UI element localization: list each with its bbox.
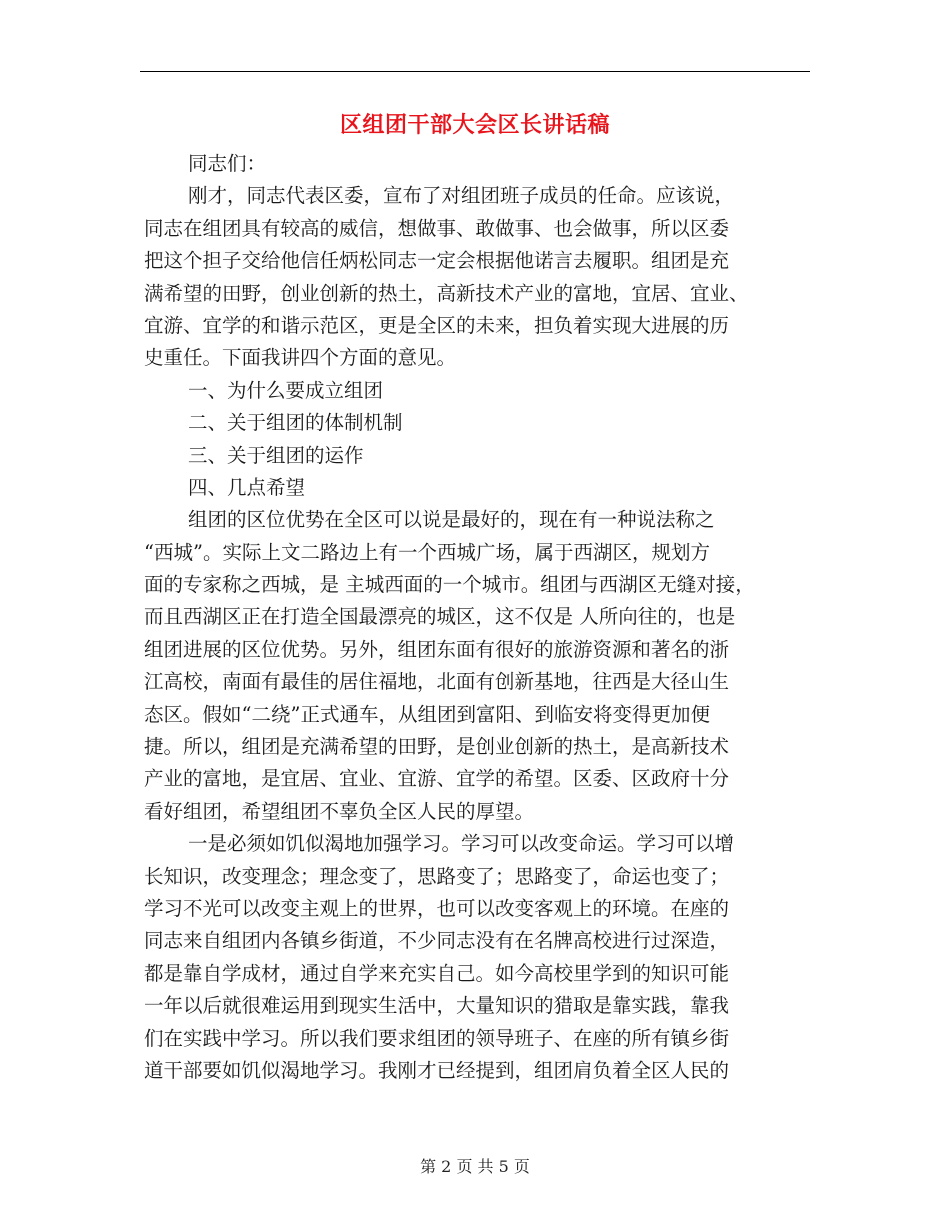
document-title: 区组团干部大会区长讲话稿 [339,112,610,138]
text-line: 同志们： [188,152,267,175]
text-line: 一是必须如饥似渴地加强学习。学习可以改变命运。学习可以增 [188,832,735,856]
text-line: 看好组团，希望组团不辜负全区人民的厚望。 [144,799,535,823]
text-line: 四、几点希望 [188,475,306,499]
text-line: 都是靠自学成材，通过自学来充实自己。如今高校里学到的知识可能 [144,961,730,985]
text-line: 产业的富地，是宜居、宜业、宜游、宜学的希望。区委、区政府十分 [144,767,730,791]
page-footer: 第 2 页 共 5 页 [420,1157,530,1176]
text-line: 满希望的田野，创业创新的热土，高新技术产业的富地，宜居、宜业、 [144,281,749,305]
text-line: 们在实践中学习。所以我们要求组团的领导班子、在座的所有镇乡街 [144,1026,730,1050]
document-body [144,148,816,1087]
text-line: 一年以后就很难运用到现实生活中，大量知识的猎取是靠实践，靠我 [144,994,730,1018]
text-line: 把这个担子交给他信任炳松同志一定会根据他诺言去履职。组团是充 [144,249,730,273]
text-line: 长知识，改变理念；理念变了，思路变了；思路变了，命运也变了； [144,864,730,888]
text-line: 江高校，南面有最佳的居住福地，北面有创新基地，往西是大径山生 [144,670,730,694]
text-line: 宜游、宜学的和谐示范区，更是全区的未来，担负着实现大进展的历 [144,313,730,337]
text-line: 二、关于组团的体制机制 [188,411,403,435]
text-line: 道干部要如饥似渴地学习。我刚才已经提到，组团肩负着全区人民的 [144,1058,730,1082]
text-line: 组团进展的区位优势。另外，组团东面有很好的旅游资源和著名的浙 [144,637,730,661]
text-line: 三、关于组团的运作 [188,443,364,467]
text-line: 一、为什么要成立组团 [188,378,384,402]
text-line: 面的专家称之西城，是 主城西面的一个城市。组团与西湖区无缝对接， [144,573,755,597]
text-line: 史重任。下面我讲四个方面的意见。 [144,346,457,370]
text-line: 态区。假如“二绕”正式通车，从组团到富阳、到临安将变得更加便 [144,702,710,726]
text-line: 同志在组团具有较高的威信，想做事、敢做事、也会做事，所以区委 [144,216,730,240]
text-line: 而且西湖区正在打造全国最漂亮的城区，这不仅是 人所向往的，也是 [144,605,736,629]
text-line: 捷。所以，组团是充满希望的田野，是创业创新的热土，是高新技术 [144,735,730,759]
header-rule [140,71,810,72]
text-line: 同志来自组团内各镇乡街道，不少同志没有在名牌高校进行过深造， [144,929,730,953]
text-line: 刚才，同志代表区委，宣布了对组团班子成员的任命。应该说， [188,184,735,208]
text-line: “西城”。实际上文二路边上有一个西城广场，属于西湖区，规划方 [144,540,710,564]
text-line: 学习不光可以改变主观上的世界，也可以改变客观上的环境。在座的 [144,896,730,920]
text-line: 组团的区位优势在全区可以说是最好的，现在有一种说法称之 [188,508,715,532]
